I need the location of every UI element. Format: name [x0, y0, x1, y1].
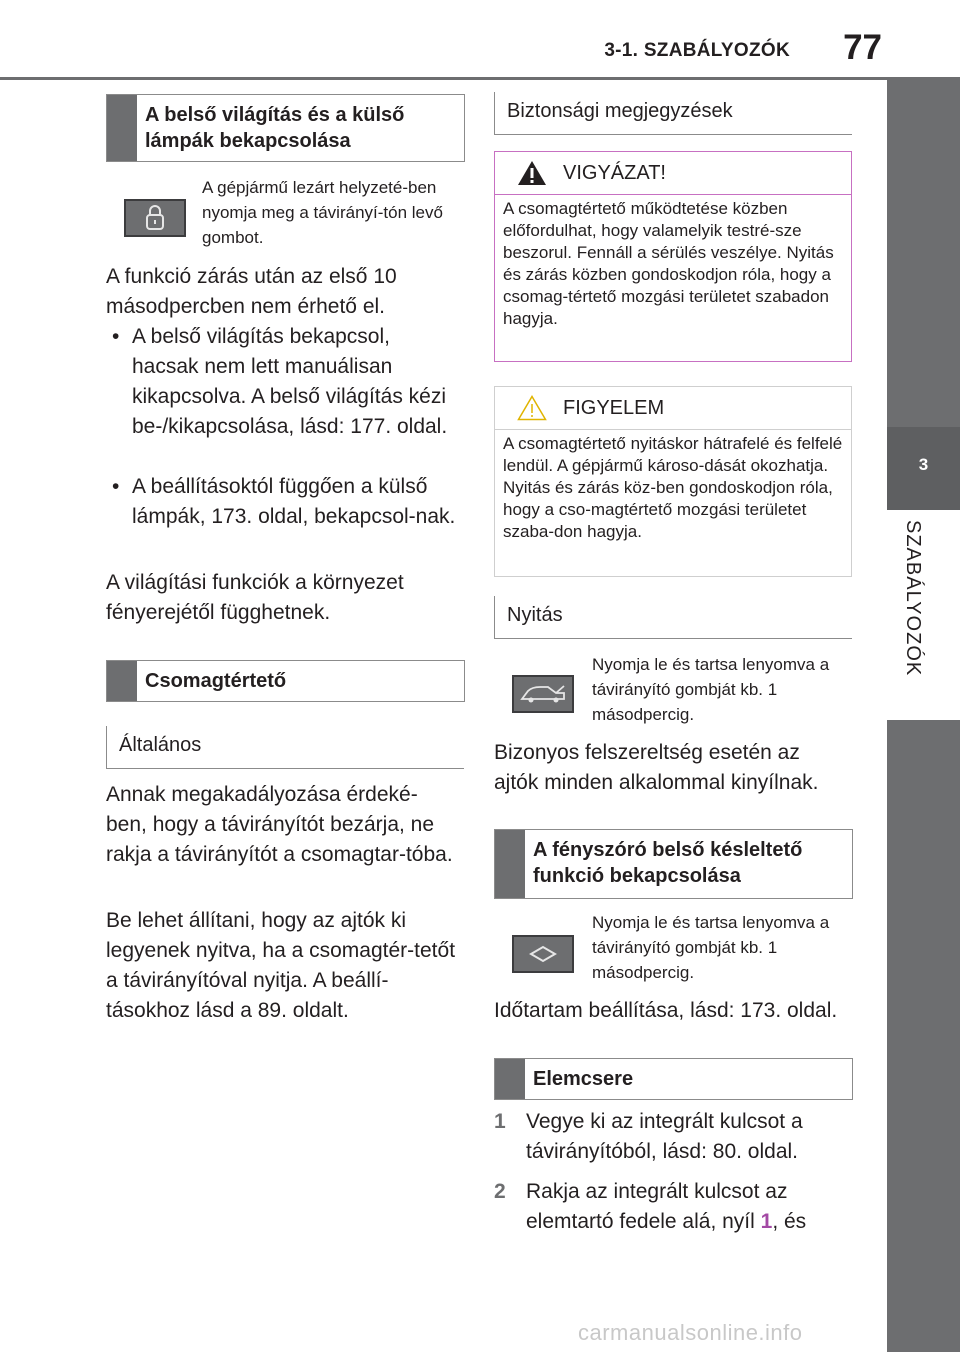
side-tab-label: SZABÁLYOZÓK: [902, 520, 924, 677]
warning-triangle-icon: [517, 160, 547, 186]
heading-battery-replacement: Elemcsere: [494, 1058, 853, 1100]
warning-text: A csomagtértető működtetése közben előfordulhat, hogy valamelyik testré-sze beszorul. Fennáll a sérülés veszélye. Nyitás és zárás közben gondoskodjon róla, hogy a csomag-tértető mozgási területet szabadon hagyja.: [503, 199, 834, 328]
page-number: 77: [843, 28, 882, 67]
subheading-general: Általános: [106, 726, 464, 769]
step-number: 1: [494, 1110, 506, 1133]
heading-tailgate: Csomagtértető: [106, 660, 465, 702]
notice-box: [494, 386, 852, 577]
paragraph: Be lehet állítani, hogy az ajtók ki legyenek nyitva, ha a csomagtér-tetőt a távirányítóval nyitja. A beállí-tásokhoz lásd a 89. oldalt.: [106, 909, 456, 1022]
notice-title: FIGYELEM: [563, 397, 665, 419]
paragraph: Időtartam beállítása, lásd: 173. oldal.: [494, 999, 838, 1022]
notice-text: A csomagtértető nyitáskor hátrafelé és felfelé lendül. A gépjármű károso-dását okozhatja. Nyitás és zárás köz-ben gondoskodjon róla, hogy a cso-magtértető mozgási területet szaba-don hagyja.: [503, 434, 843, 541]
paragraph: A világítási funkciók a környezet fényerejétől függhetnek.: [106, 571, 404, 624]
arrow-reference-number: 1: [760, 1210, 773, 1233]
paragraph: Bizonyos felszereltség esetén az ajtók minden alkalommal kinyílnak.: [494, 741, 819, 794]
headlight-button-description: Nyomja le és tartsa lenyomva a távirányító gombját kb. 1 másodpercig.: [592, 913, 830, 982]
tailgate-button-icon: [512, 675, 574, 713]
lock-button-icon: [124, 199, 186, 237]
tailgate-button-description: Nyomja le és tartsa lenyomva a távirányító gombját kb. 1 másodpercig.: [592, 655, 830, 724]
headlight-button-icon: [512, 935, 574, 973]
warning-title: VIGYÁZAT!: [563, 162, 666, 184]
step-item: 1 Vegye ki az integrált kulcsot a távirányítóból, lásd: 80. oldal.: [494, 1107, 844, 1167]
step-number: 2: [494, 1180, 506, 1203]
list-item: • A belső világítás bekapcsol, hacsak nem lett manuálisan kikapcsolva. A belső világítás kézi be-/kikapcsolása, lásd: 177. oldal.: [106, 322, 456, 442]
subheading-opening: Nyitás: [494, 596, 852, 639]
heading-headlight-delay: A fényszóró belső késleltető funkció bekapcsolása: [494, 829, 853, 899]
list-item: • A beállításoktól függően a külső lámpák, 173. oldal, bekapcsol-nak.: [106, 472, 456, 532]
warning-box: [494, 151, 852, 362]
header-rule: [0, 77, 960, 80]
paragraph: Annak megakadályozása érdeké-ben, hogy a távirányítót bezárja, ne rakja a távirányítót a csomagtar-tóba.: [106, 783, 453, 866]
bullet-marker: •: [112, 325, 120, 348]
paragraph: A funkció zárás után az első 10 másodpercben nem érhető el.: [106, 265, 397, 318]
bullet-marker: •: [112, 475, 120, 498]
watermark: carmanualsonline.info: [578, 1320, 803, 1345]
lock-button-description: A gépjármű lezárt helyzeté-ben nyomja meg a távirányí-tón levő gombot.: [202, 178, 443, 247]
caution-triangle-icon: [517, 395, 547, 421]
heading-interior-lights: A belső világítás és a külső lámpák bekapcsolása: [106, 94, 465, 162]
section-title: 3-1. SZABÁLYOZÓK: [604, 40, 790, 61]
step-item: 2 Rakja az integrált kulcsot az elemtartó fedele alá, nyíl 1, és: [494, 1177, 844, 1237]
side-tab-number: 3: [918, 455, 929, 474]
subheading-safety-notes: Biztonsági megjegyzések: [494, 92, 852, 135]
